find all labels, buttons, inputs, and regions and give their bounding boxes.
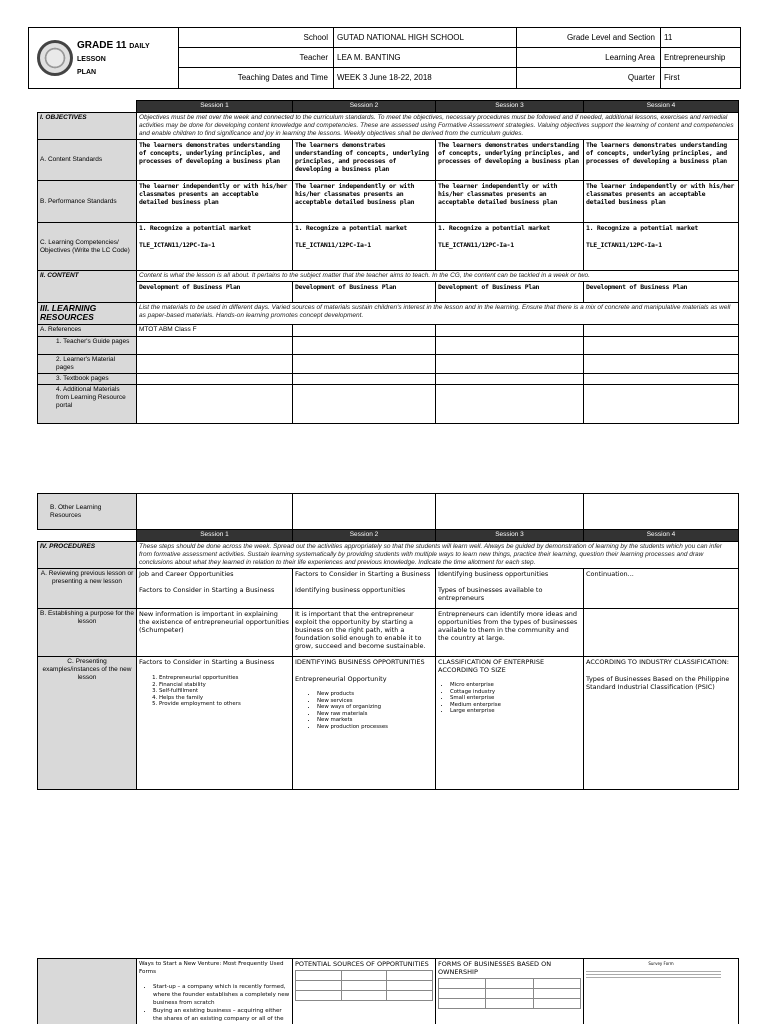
list-item: • New ways of organizing [317, 704, 433, 711]
list-item: • Cottage industry [450, 689, 581, 696]
presenting-s1 [137, 657, 293, 790]
content-s4: Development of Business Plan [584, 282, 739, 303]
list-item: • New raw materials [317, 711, 433, 718]
header-row-school [179, 28, 740, 48]
list-item: • Medium enterprise [450, 702, 581, 709]
cell [137, 385, 293, 424]
presenting-s2-title: IDENTIFYING BUSINESS OPPORTUNITIES [295, 658, 425, 666]
cell [486, 989, 533, 999]
reviewing-label: A. Reviewing previous lesson or presenting a new lesson [38, 569, 137, 609]
header-row-teacher [179, 48, 740, 68]
quarter-value: First [664, 73, 680, 82]
cell [584, 385, 739, 424]
references-s3 [436, 325, 584, 337]
blank-corner [38, 101, 137, 113]
session-header-3: Session 3 [436, 101, 584, 113]
list-item: 3. Self-fulfillment [159, 688, 290, 695]
textbook-label: 3. Textbook pages [38, 374, 137, 385]
presenting-label: C. Presenting examples/instances of the new lesson [38, 657, 137, 790]
content-standards-s4: The learners demonstrates understanding of concepts, underlying principles, and processes of developing a business plan [584, 140, 739, 181]
bottom-s1-title: Ways to Start a New Venture: Most Frequently Used Forms [139, 961, 284, 975]
cell [293, 385, 436, 424]
presenting-s3-title: CLASSIFICATION OF ENTERPRISE ACCORDING TO SIZE [438, 658, 545, 674]
list-item: • Buying an existing business – acquiring either the shares of an existing company or all of the [153, 1007, 290, 1023]
grade-level-value: 11 [664, 33, 673, 42]
header-logo-cell [29, 28, 179, 88]
purpose-s2: It is important that the entrepreneur exploit the opportunity by starting a business on the right path, with a foundation solid enough to enable it to grow, succeed and become sustainable. [293, 609, 436, 657]
school-label: School [179, 28, 334, 47]
session-header-1: Session 1 [137, 101, 293, 113]
cell [293, 494, 436, 530]
content-s3: Development of Business Plan [436, 282, 584, 303]
cell [584, 355, 739, 374]
presenting-s4-text: Types of Businesses Based on the Philippine Standard Industrial Classification (PSIC) [586, 675, 730, 691]
cell [436, 337, 584, 355]
bottom-s1 [137, 959, 293, 1024]
survey-form-title: Survey Form [648, 961, 674, 966]
references-label: A. References [38, 325, 137, 337]
cell [439, 989, 486, 999]
objectives-heading: I. OBJECTIVES [38, 113, 137, 140]
reviewing-line1: Factors to Consider in Starting a Business [295, 570, 431, 578]
header-row-dates [179, 68, 740, 88]
ownership-thumbnail-table [438, 978, 581, 1009]
cell [296, 971, 342, 981]
cell [296, 981, 342, 991]
reviewing-line2: Identifying business opportunities [295, 586, 406, 594]
title-rest: DAILY LESSON [77, 43, 150, 63]
references-s4 [584, 325, 739, 337]
cell [137, 494, 293, 530]
purpose-label: B. Establishing a purpose for the lesson [38, 609, 137, 657]
presenting-s3 [436, 657, 584, 790]
cell [341, 981, 387, 991]
presenting-s4 [584, 657, 739, 790]
cell [584, 337, 739, 355]
lc-code: TLE_ICTAN11/12PC-Ia-1 [438, 241, 514, 249]
bottom-s2-title: POTENTIAL SOURCES OF OPPORTUNITIES [295, 960, 429, 968]
competencies-s3 [436, 223, 584, 271]
list-item: 5. Provide employment to others [159, 701, 290, 708]
purpose-s1: New information is important in explaining the existence of entrepreneurial opportunities (Schumpeter) [137, 609, 293, 657]
presenting-s2 [293, 657, 436, 790]
continuation-table [37, 958, 739, 1024]
bottom-s3 [436, 959, 584, 1024]
cell [486, 999, 533, 1009]
content-standards-label: A. Content Standards [38, 140, 137, 181]
session-header-1: Session 1 [137, 530, 293, 542]
list-item: • Start-up – a company which is recently formed, where the founder establishes a completely new business from scratch [153, 983, 290, 1007]
competency-text: 1. Recognize a potential market [438, 224, 551, 232]
competencies-s4 [584, 223, 739, 271]
list-item: 1. Entrepreneurial opportunities [159, 675, 290, 682]
teachers-guide-label: 1. Teacher's Guide pages [38, 337, 137, 355]
bottom-s3-title: FORMS OF BUSINESSES BASED ON OWNERSHIP [438, 960, 552, 976]
list-item: • Micro enterprise [450, 682, 581, 689]
cell [341, 971, 387, 981]
cell [293, 355, 436, 374]
content-s1: Development of Business Plan [137, 282, 293, 303]
cell [439, 999, 486, 1009]
competency-text: 1. Recognize a potential market [139, 224, 252, 232]
reviewing-line2: Factors to Consider in Starting a Business [139, 586, 275, 594]
reviewing-s1 [137, 569, 293, 609]
performance-standards-label: B. Performance Standards [38, 181, 137, 223]
content-note: Content is what the lesson is all about. It pertains to the subject matter that the teacher aims to teach. In the CG, the content can be tackled in a week or two. [137, 271, 739, 282]
cell [293, 337, 436, 355]
objectives-note: Objectives must be met over the week and connected to the curriculum standards. To meet the objectives, necessary procedures must be followed and if needed, additional lessons, exercises and remedial activities may be done for developing content knowledge and competencies. These are assessed using Formative Assessment strategies. Valuing objectives support the learning of content and competencies and enable children to find significance and joy in learning the lessons. Weekly objectives shall be derived from the curriculum guides. [137, 113, 739, 140]
competency-text: 1. Recognize a potential market [295, 224, 408, 232]
page-title [77, 40, 177, 79]
purpose-s3: Entrepreneurs can identify more ideas and opportunities from the types of businesses available to them in the community and the country at large. [436, 609, 584, 657]
learning-area-value: Entrepreneurship [664, 53, 726, 62]
performance-standards-s2: The learner independently or with his/her classmates presents an acceptable detailed business plan [293, 181, 436, 223]
lc-code: TLE_ICTAN11/12PC-Ia-1 [586, 241, 662, 249]
teacher-value: LEA M. BANTING [334, 48, 517, 67]
content-standards-s2: The learners demonstrates understanding of concepts, underlying principles, and processes of developing a business plan [293, 140, 436, 181]
reviewing-line2: Types of businesses available to entrepreneurs [438, 586, 543, 602]
cell [137, 355, 293, 374]
quarter-label: Quarter [517, 68, 661, 88]
session-header-4: Session 4 [584, 530, 739, 542]
lc-code: TLE_ICTAN11/12PC-Ia-1 [295, 241, 371, 249]
additional-materials-label: 4. Additional Materials from Learning Resource portal [38, 385, 137, 424]
cell [436, 494, 584, 530]
competencies-label: C. Learning Competencies/ Objectives (Write the LC Code) [38, 223, 137, 271]
cell [387, 981, 433, 991]
cell [137, 374, 293, 385]
school-seal-icon [37, 40, 73, 76]
cell [296, 991, 342, 1001]
reviewing-line1: Identifying business opportunities [438, 570, 549, 578]
list-item: • New markets [317, 717, 433, 724]
content-standards-s1: The learners demonstrates understanding of concepts, underlying principles, and processes of developing a business plan [137, 140, 293, 181]
list-item: • New services [317, 698, 433, 705]
presenting-s1-title: Factors to Consider in Starting a Business [139, 658, 275, 666]
bottom-s4 [584, 959, 739, 1024]
performance-standards-s1: The learner independently or with his/her classmates presents an acceptable detailed business plan [137, 181, 293, 223]
list-item: • Large enterprise [450, 708, 581, 715]
competencies-s2 [293, 223, 436, 271]
teacher-label: Teacher [179, 48, 334, 67]
grade-level-label: Grade Level and Section [517, 28, 661, 47]
list-item: • New production processes [317, 724, 433, 731]
reviewing-s2 [293, 569, 436, 609]
school-value: GUTAD NATIONAL HIGH SCHOOL [334, 28, 517, 47]
reviewing-line1: Job and Career Opportunities [139, 570, 234, 578]
lc-code: TLE_ICTAN11/12PC-Ia-1 [139, 241, 215, 249]
content-heading: II. CONTENT [38, 271, 137, 303]
resources-heading: III. LEARNING RESOURCES [38, 303, 137, 325]
list-item: • New products [317, 691, 433, 698]
content-standards-s3: The learners demonstrates understanding of concepts, underlying principles, and processes of developing a business plan [436, 140, 584, 181]
cell [387, 971, 433, 981]
cell [293, 374, 436, 385]
cell [387, 991, 433, 1001]
list-item: 2. Financial stability [159, 682, 290, 689]
objectives-table [37, 100, 739, 424]
procedures-heading: IV. PROCEDURES [38, 542, 137, 569]
session-header-3: Session 3 [436, 530, 584, 542]
other-resources-label: B. Other Learning Resources [38, 494, 137, 530]
size-list [450, 682, 581, 715]
dates-label: Teaching Dates and Time [179, 68, 334, 88]
reviewing-s4 [584, 569, 739, 609]
list-item: • Small enterprise [450, 695, 581, 702]
reviewing-line1: Continuation... [586, 570, 634, 578]
learners-material-label: 2. Learner's Material pages [38, 355, 137, 374]
cell [584, 494, 739, 530]
procedures-note: These steps should be done across the week. Spread out the activities appropriately so that the students will learn well. Always be guided by demonstration of learning by the students which you can infer from formative assessment activities. Sustain learning systematically by providing students with multiple ways to learn new things, practice their learning, question their learning processes and draw conclusions about what they learned in relation to their life experiences and previous knowledge. Indicate the time allotment for each step. [137, 542, 739, 569]
cell [584, 374, 739, 385]
bottom-s2 [293, 959, 436, 1024]
cell [436, 355, 584, 374]
title-grade: GRADE 11 [77, 40, 127, 51]
competency-text: 1. Recognize a potential market [586, 224, 699, 232]
blank-corner [38, 530, 137, 542]
dates-value: WEEK 3 June 18-22, 2018 [334, 68, 517, 88]
cell [533, 979, 580, 989]
presenting-s2-sub: Entrepreneurial Opportunity [295, 675, 387, 683]
header-block [28, 27, 741, 89]
procedures-table [37, 493, 739, 790]
form-line [586, 977, 721, 980]
session-header-2: Session 2 [293, 101, 436, 113]
opportunities-thumbnail-table [295, 970, 433, 1001]
cell [137, 337, 293, 355]
cell [341, 991, 387, 1001]
session-header-4: Session 4 [584, 101, 739, 113]
venture-list [153, 983, 290, 1023]
opportunity-list [317, 691, 433, 731]
cell [533, 989, 580, 999]
references-s1: MTOT ABM Class F [137, 325, 293, 337]
content-s2: Development of Business Plan [293, 282, 436, 303]
performance-standards-s4: The learner independently or with his/her classmates presents an acceptable detailed business plan [584, 181, 739, 223]
presenting-s4-title: ACCORDING TO INDUSTRY CLASSIFICATION: [586, 658, 729, 666]
cell [436, 385, 584, 424]
learning-area-label: Learning Area [517, 48, 661, 67]
cell [439, 979, 486, 989]
cell [486, 979, 533, 989]
blank-label-cell [38, 959, 137, 1024]
resources-note: List the materials to be used in different days. Varied sources of materials sustain children's interest in the lesson and in the learning. Ensure that there is a mix of concrete and manipulative materials as well as paper-based materials. Hands-on learning promotes concept development. [137, 303, 739, 325]
session-header-2: Session 2 [293, 530, 436, 542]
cell [533, 999, 580, 1009]
list-item: 4. Helps the family [159, 695, 290, 702]
title-plan: PLAN [77, 69, 97, 76]
purpose-s4 [584, 609, 739, 657]
factors-list [159, 675, 290, 708]
cell [436, 374, 584, 385]
competencies-s1 [137, 223, 293, 271]
references-s2 [293, 325, 436, 337]
performance-standards-s3: The learner independently or with his/her classmates presents an acceptable detailed business plan [436, 181, 584, 223]
reviewing-s3 [436, 569, 584, 609]
